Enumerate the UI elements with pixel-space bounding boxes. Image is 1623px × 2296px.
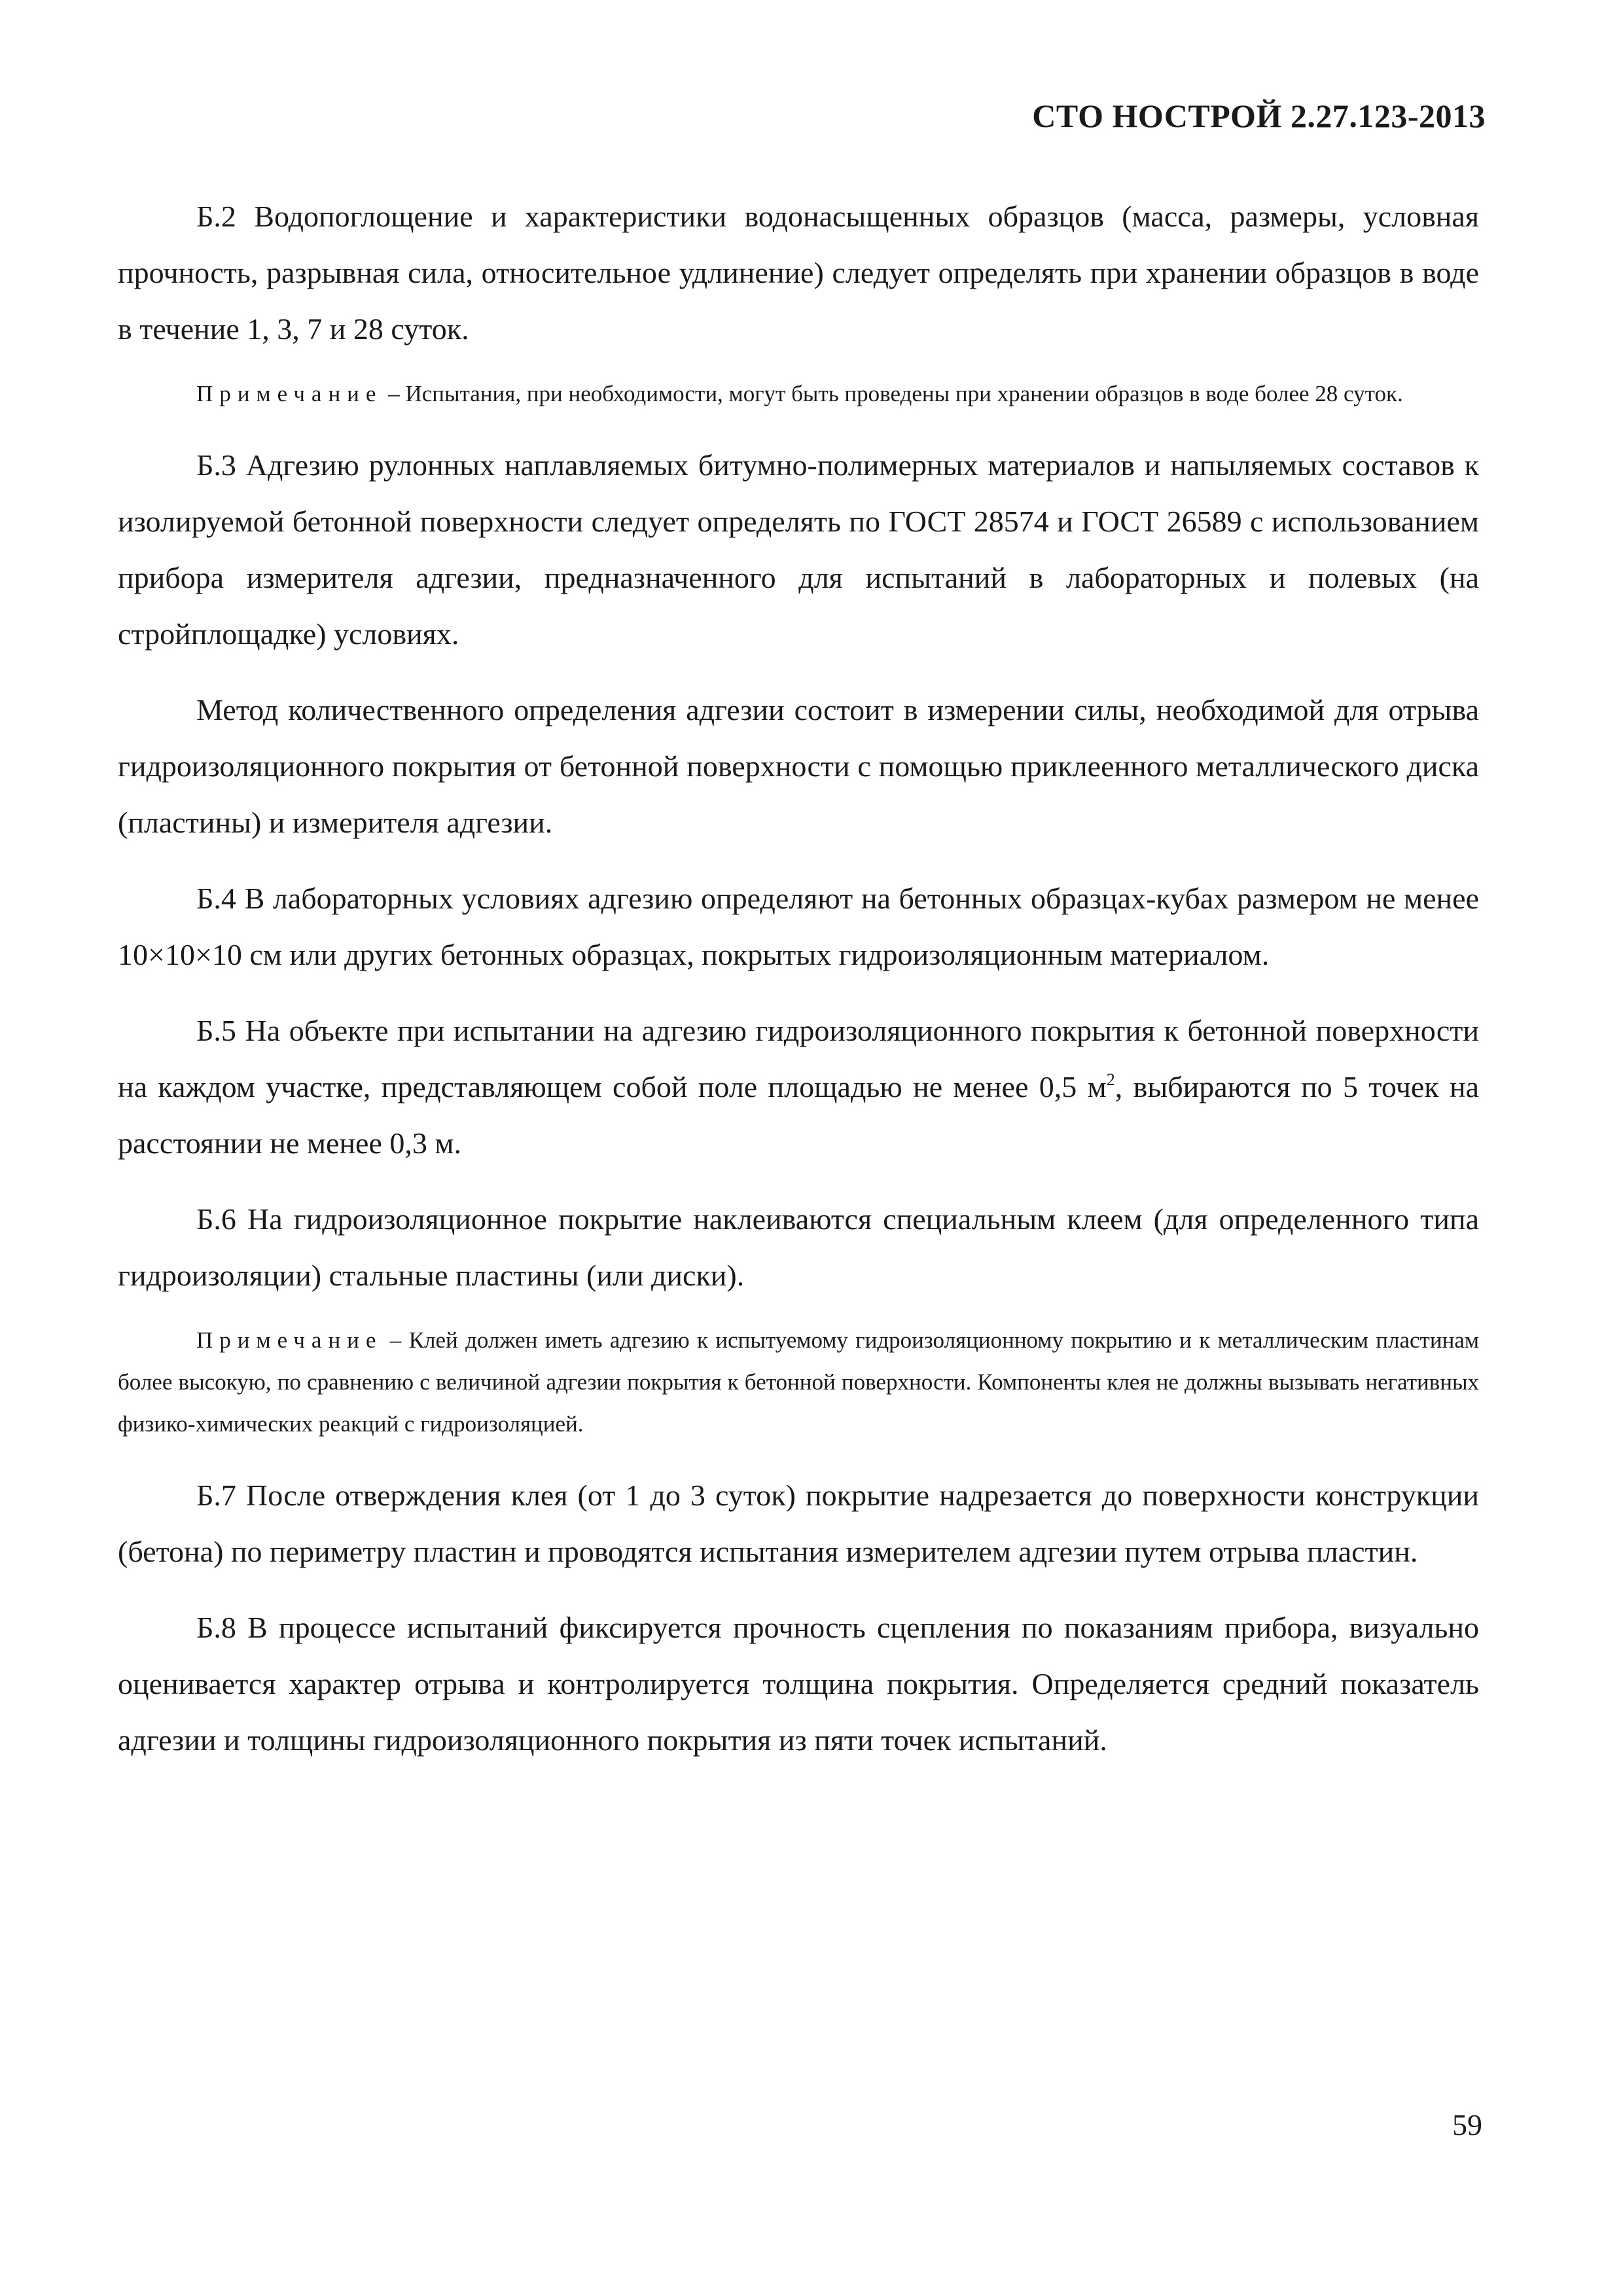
note-label: Примечание xyxy=(196,1327,383,1353)
paragraph-b5 xyxy=(118,1003,1479,1172)
b5-superscript: 2 xyxy=(1106,1070,1115,1089)
paragraph-method: Метод количественного определения адгезии состоит в измерении силы, необходимой для отрыва гидроизоляционного покрытия от бетонной поверхности с помощью приклеенного металлического диска (пластины) и измерителя адгезии. xyxy=(118,693,1479,839)
paragraph-b3: Б.3 Адгезию рулонных наплавляемых битумно-полимерных материалов и напыляемых составов к изолируемой бетонной поверхности следует определять по ГОСТ 28574 и ГОСТ 26589 с использованием прибора измерителя адгезии, предназначенного для испытаний в лабораторных и полевых (на стройплощадке) условиях. xyxy=(118,448,1479,651)
paragraph-b2: Б.2 Водопоглощение и характеристики водонасыщенных образцов (масса, размеры, условная прочность, разрывная сила, относительное удлинение) следует определять при хранении образцов в воде в течение 1, 3, 7 и 28 суток. xyxy=(118,200,1479,346)
b5-text-after: , выбираются по 5 точек на расстоянии не менее 0,3 м. xyxy=(118,1070,1479,1160)
page-number: 59 xyxy=(1452,2108,1482,2142)
paragraph-b4: Б.4 В лабораторных условиях адгезию определяют на бетонных образцах-кубах размером не менее 10×10×10 см или других бетонных образцах, покрытых гидроизоляционным материалом. xyxy=(118,882,1479,971)
note-label: Примечание xyxy=(196,381,383,406)
note-1 xyxy=(118,373,1479,415)
document-body xyxy=(118,188,1479,1788)
note-text: – Испытания, при необходимости, могут быть проведены при хранении образцов в воде более 28 суток. xyxy=(382,381,1403,406)
note-2 xyxy=(118,1319,1479,1445)
document-code-header: СТО НОСТРОЙ 2.27.123-2013 xyxy=(1032,98,1486,134)
paragraph-b6: Б.6 На гидроизоляционное покрытие наклеиваются специальным клеем (для определенного типа гидроизоляции) стальные пластины (или диски). xyxy=(118,1202,1479,1292)
paragraph-b7: Б.7 После отверждения клея (от 1 до 3 суток) покрытие надрезается до поверхности конструкции (бетона) по периметру пластин и проводятся испытания измерителем адгезии путем отрыва пластин. xyxy=(118,1479,1479,1568)
paragraph-b8: Б.8 В процессе испытаний фиксируется прочность сцепления по показаниям прибора, визуально оценивается характер отрыва и контролируется толщина покрытия. Определяется средний показатель адгезии и толщины гидроизоляционного покрытия из пяти точек испытаний. xyxy=(118,1611,1479,1757)
note-text: – Клей должен иметь адгезию к испытуемому гидроизоляционному покрытию и к металлическим пластинам более высокую, по сравнению с величиной адгезии покрытия к бетонной поверхности. Компоненты клея не должны вызывать негативных физико-химических реакций с гидроизоляцией. xyxy=(118,1327,1479,1437)
b5-text-before: Б.5 На объекте при испытании на адгезию гидроизоляционного покрытия к бетонной поверхности на каждом участке, представляющем собой поле площадью не менее 0,5 м xyxy=(118,1014,1479,1103)
